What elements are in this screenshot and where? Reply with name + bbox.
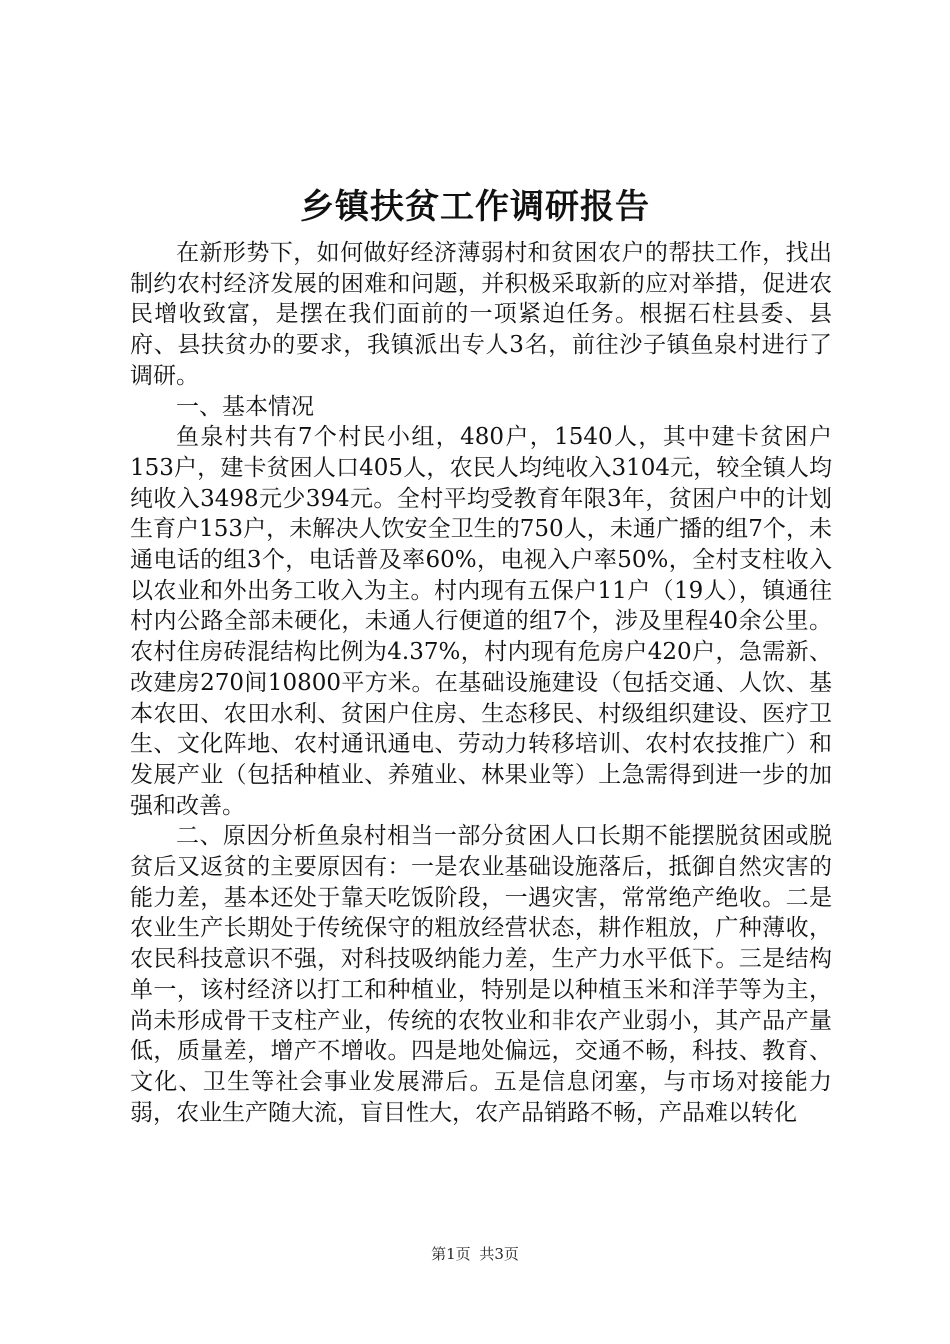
- document-body: [130, 238, 832, 1128]
- paragraph-basic-situation: 鱼泉村共有7个村民小组，480户，1540人，其中建卡贫困户153户，建卡贫困人口405人，农民人均纯收入3104元，较全镇人均纯收入3498元少394元。全村平均受教育年限3年，贫困户中的计划生育户153户，未解决人饮安全卫生的750人，未通广播的组7个，未通电话的组3个，电话普及率60%，电视入户率50%，全村支柱收入以农业和外出务工收入为主。村内现有五保户11户（19人），镇通往村内公路全部未硬化，未通人行便道的组7个，涉及里程40余公里。农村住房砖混结构比例为4.37%，村内现有危房户420户，急需新、改建房270间10800平方米。在基础设施建设（包括交通、人饮、基本农田、农田水利、贫困户住房、生态移民、村级组织建设、医疗卫生、文化阵地、农村通讯通电、劳动力转移培训、农村农技推广）和发展产业（包括种植业、养殖业、林果业等）上急需得到进一步的加强和改善。: [130, 424, 832, 819]
- paragraph-cause-analysis: 二、原因分析鱼泉村相当一部分贫困人口长期不能摆脱贫困或脱贫后又返贫的主要原因有：一是农业基础设施落后，抵御自然灾害的能力差，基本还处于靠天吃饭阶段，一遇灾害，常常绝产绝收。二是农业生产长期处于传统保守的粗放经营状态，耕作粗放，广种薄收，农民科技意识不强，对科技吸纳能力差，生产力水平低下。三是结构单一，该村经济以打工和种植业，特别是以种植玉米和洋芋等为主，尚未形成骨干支柱产业，传统的农牧业和非农产业弱小，其产品产量低，质量差，增产不增收。四是地处偏远，交通不畅，科技、教育、文化、卫生等社会事业发展滞后。五是信息闭塞，与市场对接能力弱，农业生产随大流，盲目性大，农产品销路不畅，产品难以转化: [130, 823, 832, 1126]
- page-total: 共3页: [479, 1245, 519, 1263]
- section-heading-basic-situation: 一、基本情况: [176, 393, 314, 420]
- document-title: 乡镇扶贫工作调研报告: [300, 187, 650, 227]
- paragraph-intro: 在新形势下，如何做好经济薄弱村和贫困农户的帮扶工作，找出制约农村经济发展的困难和问题，并积极采取新的应对举措，促进农民增收致富，是摆在我们面前的一项紧迫任务。根据石柱县委、县府、县扶贫办的要求，我镇派出专人3名，前往沙子镇鱼泉村进行了调研。: [130, 240, 832, 389]
- page-number: 第1页: [431, 1245, 471, 1263]
- page-footer: [0, 1244, 950, 1264]
